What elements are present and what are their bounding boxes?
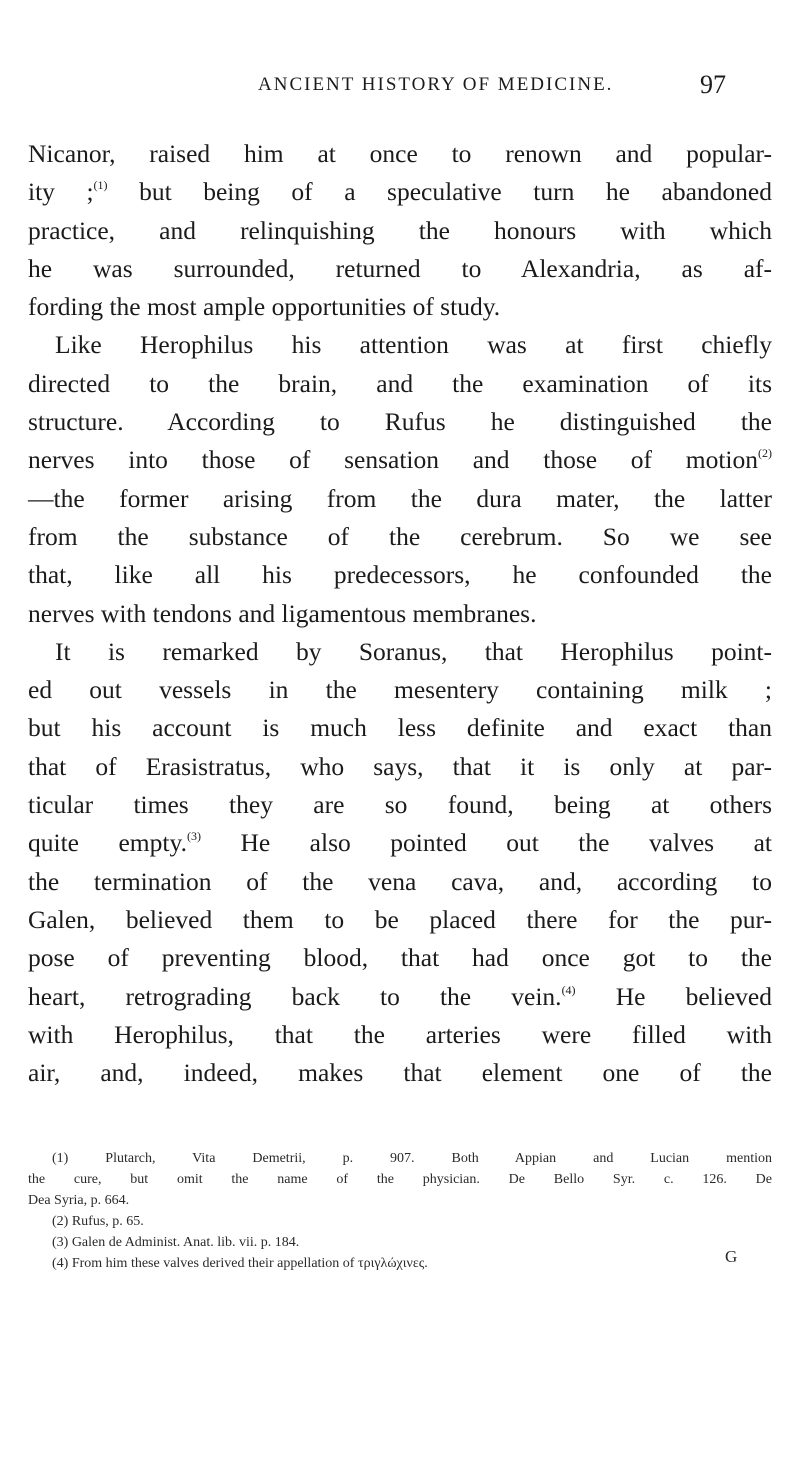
- text-line: Like Herophilus his attention was at first chiefly: [55, 330, 772, 360]
- footnote-ref: (1): [93, 178, 108, 193]
- text-line: from the substance of the cerebrum. So we see: [28, 521, 772, 551]
- page-number: 97: [700, 70, 726, 99]
- text-line: with Herophilus, that the arteries were filled with: [28, 1019, 772, 1049]
- footnote-1-cont: the cure, but omit the name of the physician. De Bello Syr. c. 126. De: [28, 1172, 772, 1187]
- text-line: fording the most ample opportunities of study.: [28, 292, 501, 322]
- text-line: ticular times they are so found, being at others: [28, 790, 772, 820]
- page-header: [0, 70, 800, 110]
- footnote-1-cont: Dea Syria, p. 664.: [28, 1193, 130, 1208]
- text-line: air, and, indeed, makes that element one of the: [28, 1058, 772, 1088]
- text-line: practice, and relinquishing the honours with which: [28, 215, 772, 245]
- footnote-1: (1) Plutarch, Vita Demetrii, p. 907. Both Appian and Lucian mention: [52, 1151, 772, 1166]
- text-line: that, like all his predecessors, he confounded the: [28, 560, 772, 590]
- text-line: —the former arising from the dura mater, the latter: [28, 483, 772, 513]
- text-line: nerves with tendons and ligamentous membranes.: [28, 598, 537, 628]
- text-line: ity ;$^{(1)}$ but being of a speculative turn he abandoned: [28, 177, 772, 207]
- text-line: Galen, believed them to be placed there for the pur-: [28, 904, 772, 934]
- text-line: ed out vessels in the mesentery containing milk ;: [28, 675, 772, 705]
- text-line: that of Erasistratus, who says, that it is only at par-: [28, 751, 772, 781]
- footnote-ref: (3): [186, 829, 201, 844]
- text-line: It is remarked by Soranus, that Herophilus point-: [55, 636, 772, 666]
- text-line: he was surrounded, returned to Alexandria, as af-: [28, 253, 772, 283]
- text-line: directed to the brain, and the examination of its: [28, 368, 772, 398]
- footnote-ref: (2): [758, 446, 772, 461]
- running-title: ANCIENT HISTORY OF MEDICINE.: [258, 74, 614, 95]
- text-line: structure. According to Rufus he distinguished the: [28, 407, 772, 437]
- text-line: nerves into those of sensation and those of motion$^{(2)}$: [28, 445, 772, 475]
- text-line: the termination of the vena cava, and, according to: [28, 866, 772, 896]
- body-text: [28, 135, 772, 1092]
- text-line: heart, retrograding back to the vein.$^{(4)}$ He believed: [28, 981, 772, 1011]
- footnote-3: (3) Galen de Administ. Anat. lib. vii. p. 184.: [52, 1235, 300, 1250]
- text-line: quite empty.$^{(3)}$ He also pointed out the valves at: [28, 828, 772, 858]
- text-line: Nicanor, raised him at once to renown and popular-: [28, 139, 772, 168]
- text-line: but his account is much less definite and exact than: [28, 713, 772, 743]
- footnotes: [28, 1148, 772, 1274]
- signature-mark: G: [725, 1247, 738, 1266]
- text-line: pose of preventing blood, that had once got to the: [28, 943, 772, 973]
- footnote-ref: (4): [561, 982, 576, 997]
- footnote-2: (2) Rufus, p. 65.: [52, 1214, 144, 1229]
- footnote-4: (4) From him these valves derived their appellation of τριγλώχινες.: [52, 1256, 428, 1271]
